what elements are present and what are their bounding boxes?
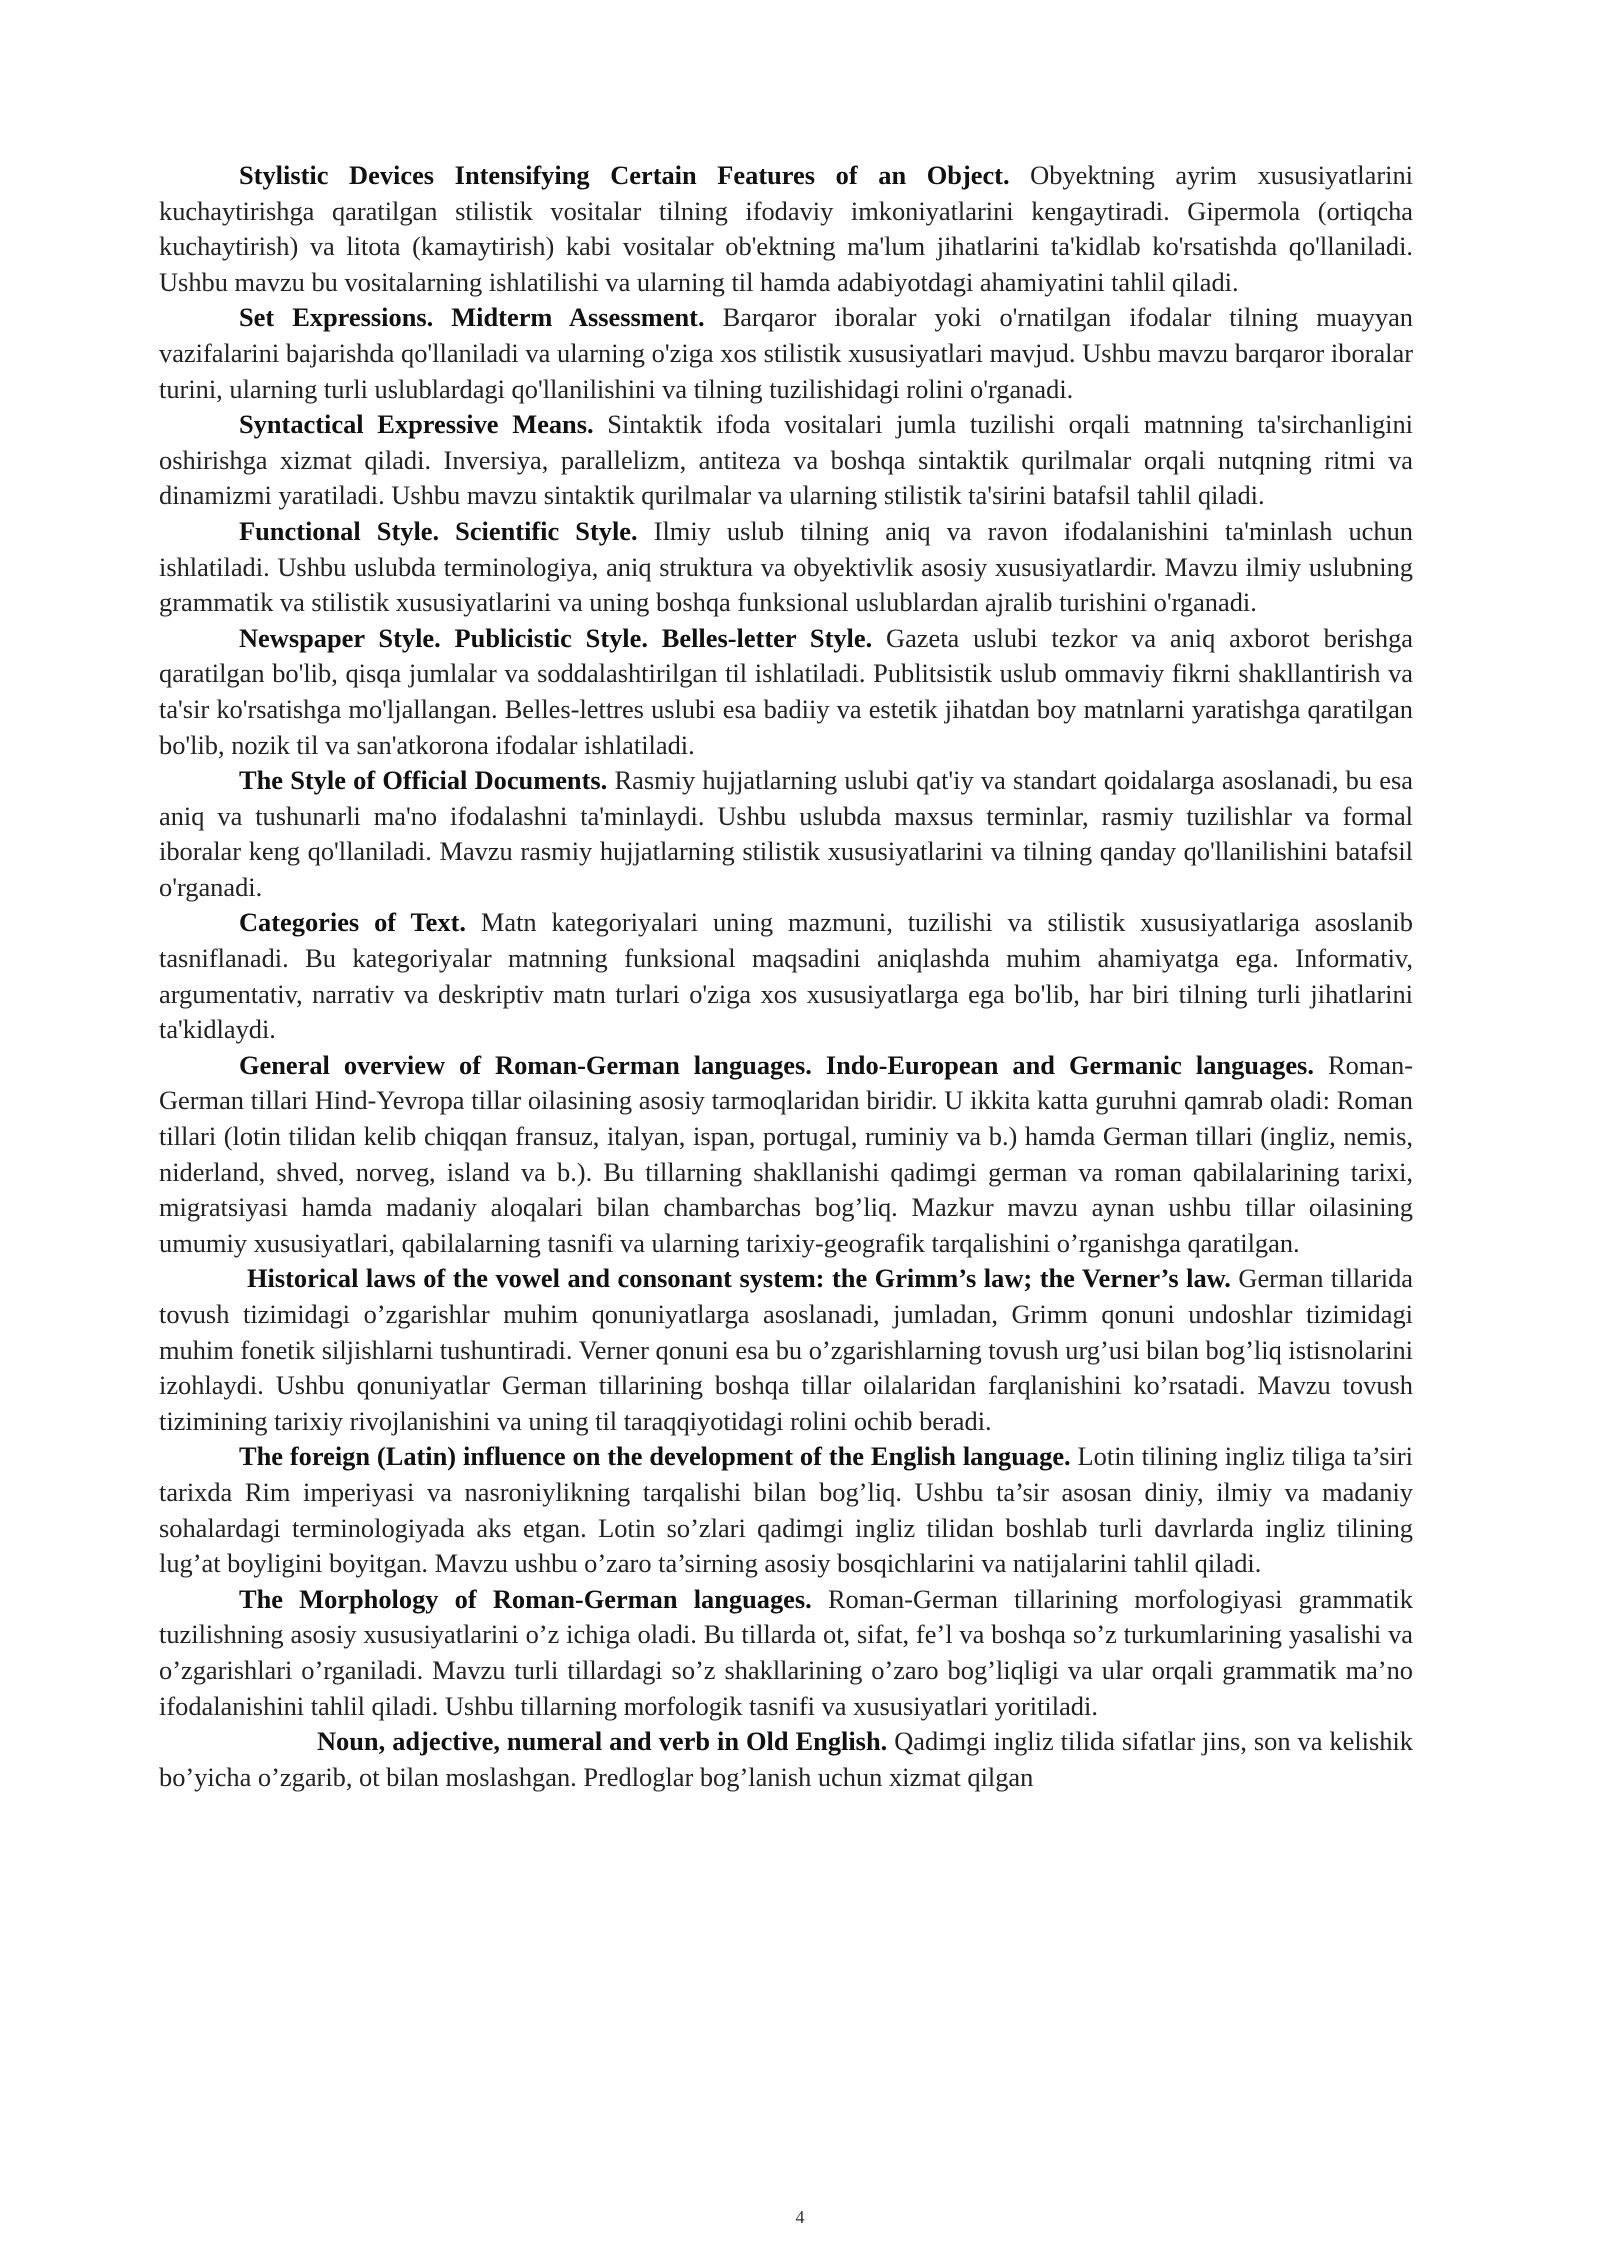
paragraph-body: Ilmiy uslub tilning aniq va ravon ifodalanishini ta'minlash uchun ishlatiladi. Ushbu uslubda terminologiya, aniq struktura va obyektivlik asosiy xususiyatlardir. Mavzu ilmiy uslubning grammatik va stilistik xususiyatlarini va uning boshqa funksional uslublardan ajralib turishini o'rganadi. [159,515,1413,618]
paragraph-body: Roman-German tillari Hind-Yevropa tillar oilasining asosiy tarmoqlaridan biridir. U ikkita katta guruhni qamrab oladi: Roman tillari (lotin tilidan kelib chiqqan fransuz, italyan, ispan, portugal, ruminiy va b.) hamda German tillari (ingliz, nemis, niderland, shved, norveg, island va b.). Bu tillarning shakllanishi qadimgi german va roman qabilalarining tarixi, migratsiyasi hamda madaniy aloqalari bilan chambarchas bog’liq. Mazkur mavzu aynan ushbu tillar oilasining umumiy xususiyatlari, qabilalarning tasnifi va ularning tarixiy-geografik tarqalishini o’rganishga qaratilgan. [159,1049,1413,1258]
paragraph-body: Matn kategoriyalari uning mazmuni, tuzilishi va stilistik xususiyatlariga asoslanib tasniflanadi. Bu kategoriyalar matnning funksional maqsadini aniqlashda muhim ahamiyatga ega. Informativ, argumentativ, narrativ va deskriptiv matn turlari o'ziga xos xususiyatlarga ega bo'lib, har biri tilning turli jihatlarini ta'kidlaydi. [159,907,1414,1045]
paragraph-body: Sintaktik ifoda vositalari jumla tuzilishi orqali matnning ta'sirchanligini oshirishga xizmat qiladi. Inversiya, parallelizm, antiteza va boshqa sintaktik qurilmalar orqali nutqning ritmi va dinamizmi yaratiladi. Ushbu mavzu sintaktik qurilmalar va ularning stilistik ta'sirini batafsil tahlil qiladi. [159,409,1413,511]
paragraph-body: Lotin tilining ingliz tiliga ta’siri tarixda Rim imperiyasi va nasroniylikning tarqalishi bilan bog’liq. Ushbu ta’sir asosan diniy, ilmiy va madaniy sohalardagi terminologiyada aks etgan. Lotin so’zlari qadimgi ingliz tilidan boshlab turli davrlarda ingliz tilining lug’at boyligini boyitgan. Mavzu ushbu o’zaro ta’sirning asosiy bosqichlarini va natijalarini tahlil qiladi. [159,1441,1413,1579]
document-page [159,158,1413,1795]
paragraph-heading: The Morphology of Roman-German languages. [239,1583,812,1614]
paragraph-body: Qadimgi ingliz tilida sifatlar jins, son va kelishik bo’yicha o’zgarib, ot bilan moslashgan. Predloglar bog’lanish uchun xizmat qilgan [159,1726,1413,1792]
paragraph-heading: Stylistic Devices Intensifying Certain Features of an Object. [239,160,1010,190]
paragraph-heading: Categories of Text. [239,907,466,938]
paragraph-heading: Historical laws of the vowel and consonant system: the Grimm’s law; the Verner’s law. [247,1263,1231,1294]
paragraph-body: Rasmiy hujjatlarning uslubi qat'iy va standart qoidalarga asoslanadi, bu esa aniq va tushunarli ma'no ifodalashni ta'minlaydi. Ushbu uslubda maxsus terminlar, rasmiy tuzilishlar va formal iboralar keng qo'llaniladi. Mavzu rasmiy hujjatlarning stilistik xususiyatlarini va tilning qanday qo'llanilishini batafsil o'rganadi. [159,765,1413,902]
paragraph-set-expressions [159,300,1413,407]
paragraph-body: Gazeta uslubi tezkor va aniq axborot berishga qaratilgan bo'lib, qisqa jumlalar va soddalashtirilgan til ishlatiladi. Publitsistik uslub ommaviy fikrni shakllantirish va ta'sir ko'rsatishga mo'ljallangan. Belles-lettres uslubi esa badiiy va estetik jihatdan boy matnlarni yaratishga qaratilgan bo'lib, nozik til va san'atkorona ifodalar ishlatiladi. [159,622,1413,760]
page-number: 4 [795,2207,805,2227]
paragraph-heading: Functional Style. Scientific Style. [239,515,638,546]
paragraph-old-english [159,1724,1413,1795]
paragraph-body: German tillarida tovush tizimidagi o’zgarishlar muhim qonuniyatlarga asoslanadi, jumladan, Grimm qonuni undoshlar tizimidagi muhim fonetik siljishlarni tushuntiradi. Verner qonuni esa bu o’zgarishlarning tovush urg’usi bilan bog’liq istisnolarini izohlaydi. Ushbu qonuniyatlar German tillarining boshqa tillar oilalaridan farqlanishini ko’rsatadi. Mavzu tovush tizimining tarixiy rivojlanishini va uning til taraqqiyotidagi rolini ochib beradi. [159,1263,1413,1436]
paragraph-syntactical-means [159,407,1413,514]
paragraph-heading: Newspaper Style. Publicistic Style. Belles-letter Style. [239,622,873,653]
paragraph-stylistic-devices [159,158,1413,300]
paragraph-roman-german-overview [159,1048,1413,1262]
paragraph-scientific-style [159,514,1413,621]
paragraph-heading: Syntactical Expressive Means. [239,409,594,440]
paragraph-body: Roman-German tillarining morfologiyasi grammatik tuzilishning asosiy xususiyatlarini o’z ichiga oladi. Bu tillarda ot, sifat, fe’l va boshqa so’z turkumlarining yasalishi va o’zgarishlari o’rganiladi. Mavzu turli tillardagi so’z shakllarining o’zaro bog’liqligi va ular orqali grammatik ma’no ifodalanishini tahlil qiladi. Ushbu tillarning morfologik tasnifi va xususiyatlari yoritiladi. [159,1583,1413,1721]
paragraph-newspaper-style [159,621,1413,763]
paragraph-latin-influence [159,1439,1413,1581]
paragraph-body: Barqaror iboralar yoki o'rnatilgan ifodalar tilning muayyan vazifalarini bajarishda qo'llaniladi va ularning o'ziga xos stilistik xususiyatlari mavjud. Ushbu mavzu barqaror iboralar turini, ularning turli uslublardagi qo'llanilishini va tilning tuzilishidagi rolini o'rganadi. [159,302,1413,404]
paragraph-categories-of-text [159,905,1413,1047]
paragraph-morphology [159,1582,1413,1724]
paragraph-heading: Noun, adjective, numeral and verb in Old English. [317,1726,888,1757]
paragraph-heading: Set Expressions. Midterm Assessment. [239,302,705,333]
paragraph-official-documents [159,763,1413,905]
paragraph-grimm-verner-laws [159,1261,1413,1439]
paragraph-body: Obyektning ayrim xususiyatlarini kuchaytirishga qaratilgan stilistik vositalar tilning ifodaviy imkoniyatlarini kengaytiradi. Gipermola (ortiqcha kuchaytirish) va litota (kamaytirish) kabi vositalar ob'ektning ma'lum jihatlarini ta'kidlab ko'rsatishda qo'llaniladi. Ushbu mavzu bu vositalarning ishlatilishi va ularning til hamda adabiyotdagi ahamiyatini tahlil qiladi. [159,160,1413,297]
paragraph-heading: The Style of Official Documents. [239,765,608,796]
paragraph-heading: General overview of Roman-German languages. Indo-European and Germanic languages. [239,1049,1314,1080]
paragraph-heading: The foreign (Latin) influence on the development of the English language. [239,1441,1071,1472]
